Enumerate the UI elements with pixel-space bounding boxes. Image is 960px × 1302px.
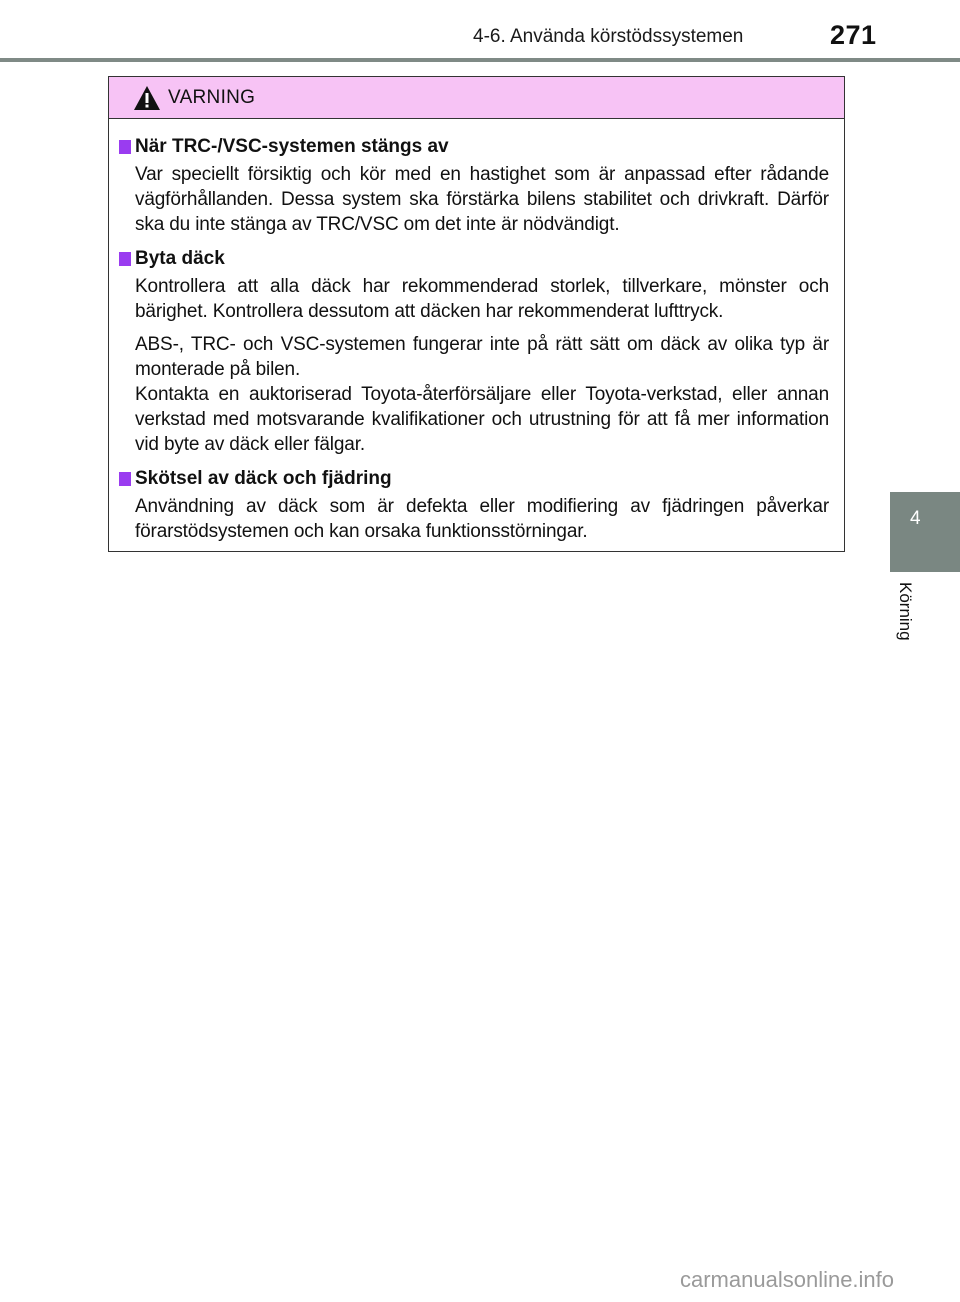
chapter-tab[interactable] xyxy=(890,492,960,572)
warning-section-tire-suspension-care xyxy=(119,465,829,544)
paragraph-text: Kontakta en auktoriserad Toyota-återförsäljare eller Toyota-verkstad, eller annan verkstad med motsvarande kvalifikationer och utrustning för att få mer information vid byte av däck eller fälgar. xyxy=(135,384,829,455)
section-heading xyxy=(119,465,829,492)
paragraph-text: Var speciellt försiktig och kör med en hastighet som är anpassad efter rådande vägförhållanden. Dessa system ska förstärka bilens stabilitet och drivkraft. Därför ska du inte stänga av TRC/VSC om det inte är nödvändigt. xyxy=(135,164,829,235)
warning-triangle-icon xyxy=(133,85,161,111)
chapter-label-text: Körning xyxy=(896,582,915,641)
page-number: 271 xyxy=(830,20,877,50)
header-divider xyxy=(0,58,960,62)
section-heading xyxy=(119,133,829,160)
paragraph xyxy=(119,332,829,457)
square-bullet-icon xyxy=(119,472,131,486)
square-bullet-icon xyxy=(119,252,131,266)
section-heading-text: När TRC-/VSC-systemen stängs av xyxy=(135,136,449,157)
paragraph-text: Användning av däck som är defekta eller modifiering av fjädringen påverkar förarstödsystemen och kan orsaka funktionsstörningar. xyxy=(135,496,829,542)
paragraph-text: ABS-, TRC- och VSC-systemen fungerar inte på rätt sätt om däck av olika typ är monterade på bilen. xyxy=(135,334,829,380)
warning-title: VARNING xyxy=(168,87,256,108)
paragraph-text: Kontrollera att alla däck har rekommenderad storlek, tillverkare, mönster och bärighet. Kontrollera dessutom att däcken har rekommenderat lufttryck. xyxy=(135,276,829,322)
paragraph xyxy=(119,274,829,324)
warning-section-trc-vsc-off xyxy=(119,133,829,237)
section-heading-text: Skötsel av däck och fjädring xyxy=(135,468,392,489)
section-heading xyxy=(119,245,829,272)
warning-box xyxy=(108,76,845,552)
chapter-number: 4 xyxy=(910,508,921,529)
paragraph xyxy=(119,162,829,237)
warning-header xyxy=(109,77,844,119)
section-heading-text: Byta däck xyxy=(135,248,225,269)
section-title: 4-6. Använda körstödssystemen xyxy=(473,26,744,47)
square-bullet-icon xyxy=(119,140,131,154)
warning-section-change-tires xyxy=(119,245,829,457)
chapter-label xyxy=(895,582,915,662)
paragraph xyxy=(119,494,829,544)
watermark: carmanualsonline.info xyxy=(680,1267,895,1292)
warning-content xyxy=(109,119,844,544)
